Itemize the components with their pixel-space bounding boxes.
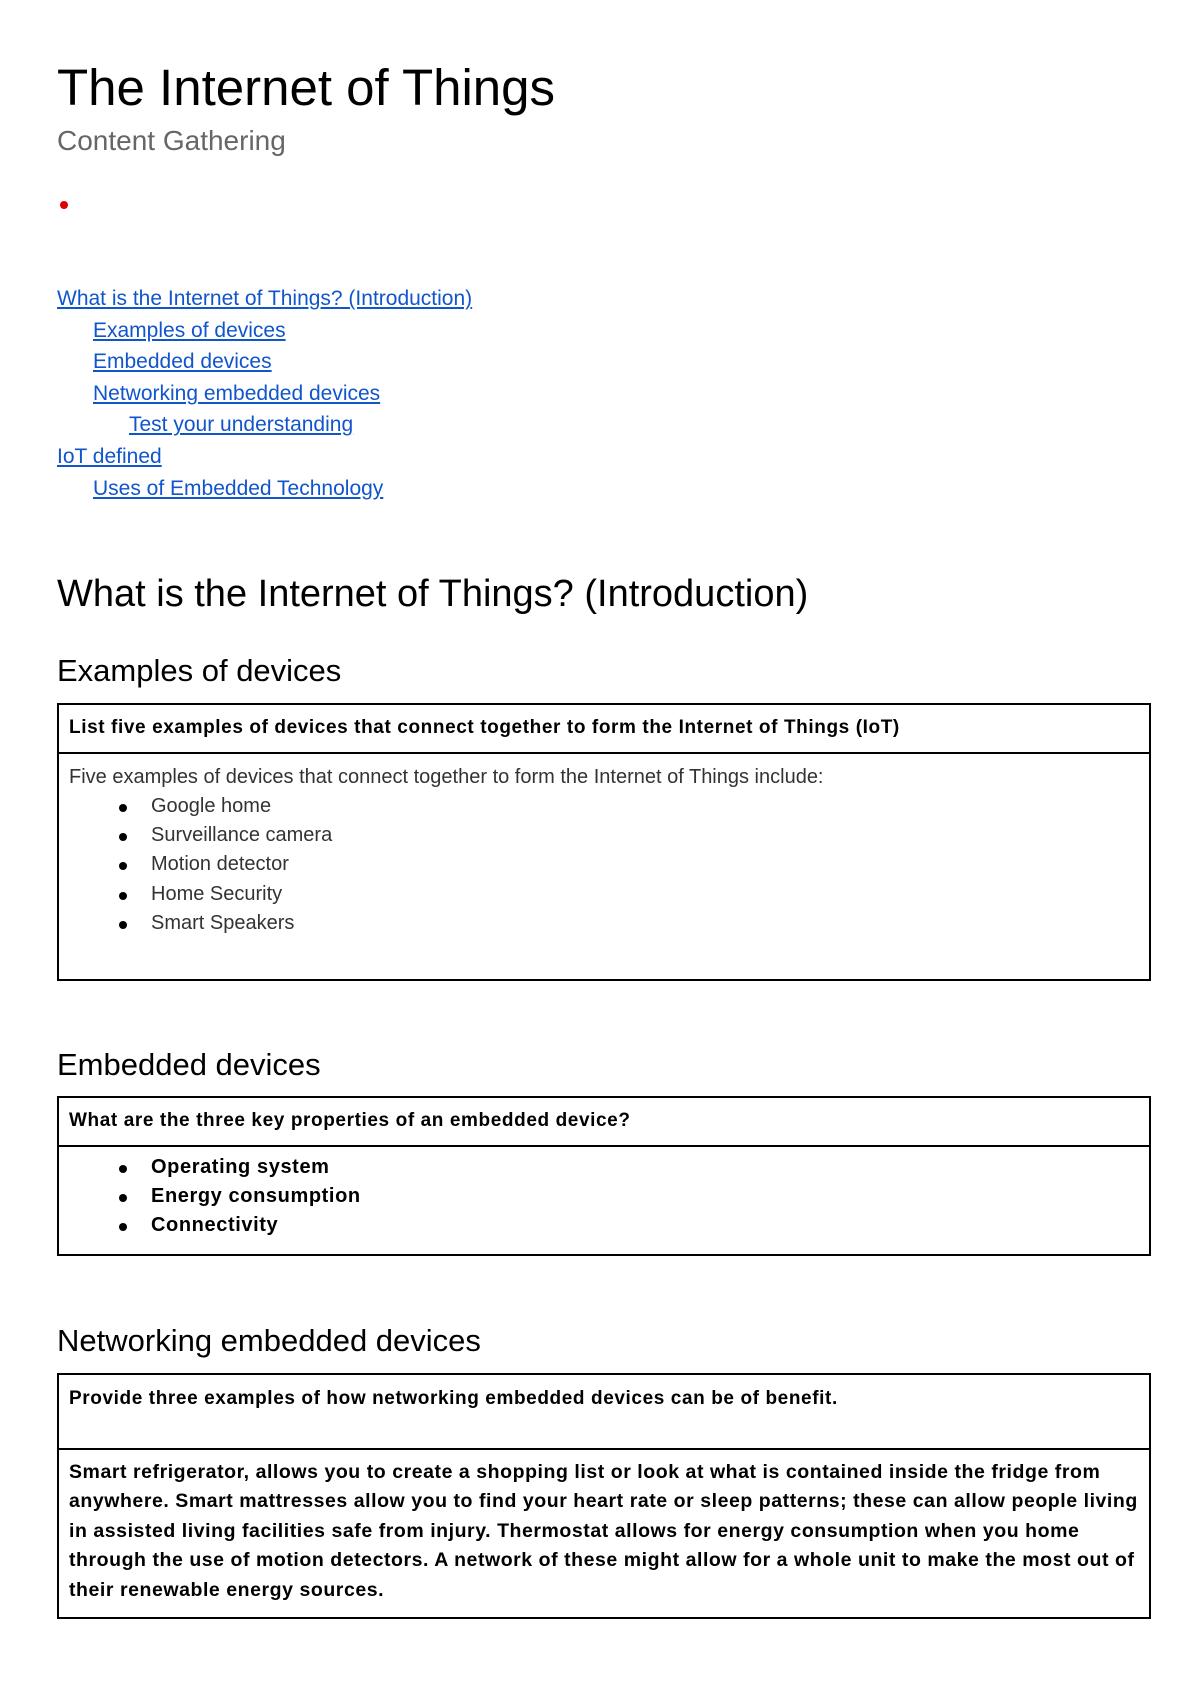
toc-link-examples-of-devices[interactable]: Examples of devices — [93, 318, 286, 342]
list-item: Google home — [151, 792, 1139, 821]
toc-link-uses-of-embedded-technology[interactable]: Uses of Embedded Technology — [93, 476, 384, 500]
heading-examples-of-devices: Examples of devices — [57, 653, 342, 688]
embedded-table — [57, 1096, 1151, 1256]
examples-question: List five examples of devices that connect together to form the Internet of Things (IoT) — [59, 705, 1149, 754]
toc-link-embedded-devices[interactable]: Embedded devices — [93, 350, 272, 374]
heading-introduction: What is the Internet of Things? (Introduction) — [57, 573, 809, 615]
embedded-properties-list — [69, 1153, 1139, 1241]
list-item: Operating system — [151, 1153, 1139, 1182]
networking-question: Provide three examples of how networking embedded devices can be of benefit. — [59, 1375, 1149, 1450]
toc-link-networking-embedded-devices[interactable]: Networking embedded devices — [93, 381, 381, 405]
toc-link-introduction[interactable]: What is the Internet of Things? (Introduction) — [57, 287, 473, 310]
examples-intro-text: Five examples of devices that connect together to form the Internet of Things include: — [69, 766, 824, 788]
heading-embedded-devices: Embedded devices — [57, 1047, 321, 1082]
embedded-question: What are the three key properties of an embedded device? — [59, 1098, 1149, 1147]
list-item: Connectivity — [151, 1211, 1139, 1240]
networking-table — [57, 1373, 1151, 1619]
examples-list — [69, 792, 1139, 938]
networking-answer: Smart refrigerator, allows you to create a shopping list or look at what is contained inside the fridge from anywhere. Smart mattresses allow you to find your heart rate or sleep patterns; these can allow people living in assisted living facilities safe from injury. Thermostat allows for energy consumption when you home through the use of motion detectors. A network of these might allow for a whole unit to make the most out of their renewable energy sources. — [69, 1461, 1138, 1601]
document-title: The Internet of Things — [57, 59, 556, 116]
toc-link-test-your-understanding[interactable]: Test your understanding — [129, 413, 354, 437]
list-item: Motion detector — [151, 850, 1139, 879]
toc-link-iot-defined[interactable]: IoT defined — [57, 444, 162, 468]
document-subtitle: Content Gathering — [57, 125, 286, 156]
red-marker-dot — [60, 201, 68, 209]
table-of-contents — [57, 283, 757, 504]
list-item: Surveillance camera — [151, 821, 1139, 850]
examples-table — [57, 703, 1151, 981]
list-item: Energy consumption — [151, 1182, 1139, 1211]
heading-networking-embedded-devices: Networking embedded devices — [57, 1323, 481, 1358]
list-item: Smart Speakers — [151, 909, 1139, 938]
embedded-answer-cell — [59, 1147, 1149, 1241]
list-item: Home Security — [151, 880, 1139, 909]
examples-answer-cell — [59, 754, 1149, 938]
